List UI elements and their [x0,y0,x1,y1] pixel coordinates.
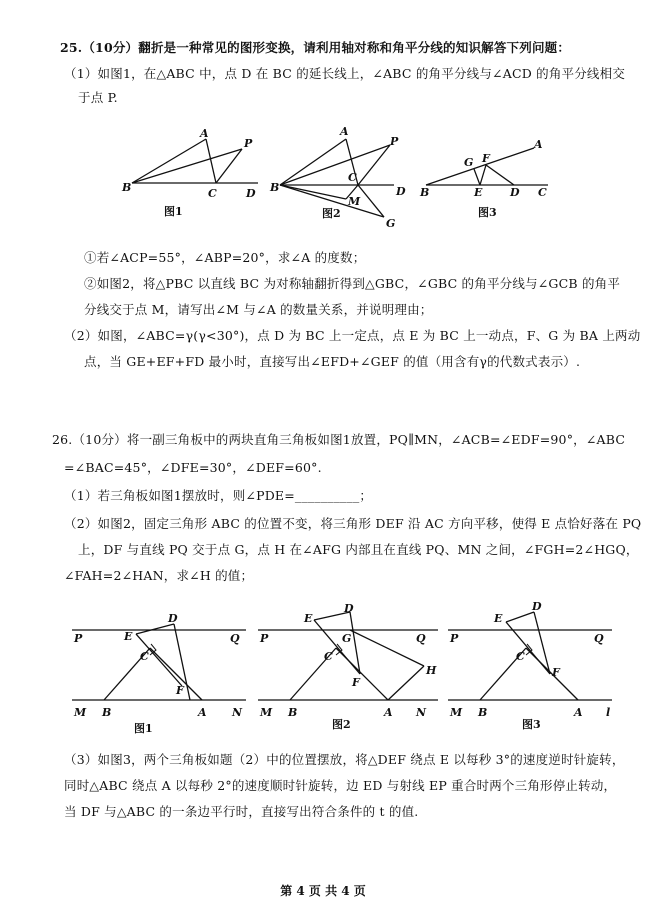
q25-title: 25.（10分）翻折是一种常见的图形变换，请利用轴对称和角平分线的知识解答下列问题： [60,40,571,55]
q25-part2-line2: 点，当 GE+EF+FD 最小时，直接写出∠EFD+∠GEF 的值（用含有γ的代数式表示）. [84,354,581,369]
label-D: D [246,187,256,200]
label-A: A [200,127,209,140]
label-E: E [304,612,313,625]
label-B: B [288,706,298,719]
q26-part3-line1: （3）如图3，两个三角板如题（2）中的位置摆放，将△DEF 绕点 E 以每秒 3°的速度逆时针旋转， [64,752,625,767]
label-P: P [390,135,399,148]
q26-part2-line3: ∠FAH=2∠HAN，求∠H 的值； [64,568,254,583]
label-A: A [574,706,583,719]
label-C: C [208,187,217,200]
label-M: M [348,195,361,208]
q25-part1-line1: （1）如图1，在△ABC 中，点 D 在 BC 的延长线上，∠ABC 的角平分线与∠ACD 的角平分线相交 [64,66,626,81]
q25-sub1: ①若∠ACP=55°，∠ABP=20°，求∠A 的度数； [84,250,366,265]
label-B: B [478,706,488,719]
label-C: C [348,171,357,184]
label-A: A [340,125,349,138]
q25-sub2-line1: ②如图2，将△PBC 以直线 BC 为对称轴翻折得到△GBC，∠GBC 的角平分线与∠GCB 的角平 [84,276,621,291]
q25-figure-3 [418,130,558,220]
figure-caption: 图3 [478,206,497,219]
figure-caption: 图2 [332,718,351,731]
label-M: M [450,706,463,719]
q25-sub2-line2: 分线交于点 M，请写出∠M 与∠A 的数量关系，并说明理由； [84,302,433,317]
label-B: B [420,186,430,199]
label-D: D [168,612,178,625]
q26-part1: （1）若三角板如图1摆放时，则∠PDE=__________； [64,488,373,503]
q26-figure-2 [256,600,442,730]
label-F: F [352,676,360,689]
label-F: F [552,666,560,679]
label-M: M [260,706,273,719]
label-M: M [74,706,87,719]
label-A: A [384,706,393,719]
figure-caption: 图1 [134,722,153,735]
label-C: C [516,650,525,663]
label-B: B [102,706,112,719]
label-P: P [74,632,83,645]
q25-figure-1 [120,125,270,220]
label-N: N [416,706,427,719]
q26-figure-3 [446,600,616,730]
label-Q: Q [416,632,426,645]
label-C: C [324,650,333,663]
figure-caption: 图3 [522,718,541,731]
label-C: C [140,650,149,663]
q26-figure-1 [70,606,250,736]
label-H: H [426,664,437,677]
page-footer: 第 4 页 共 4 页 [280,884,366,898]
label-A: A [198,706,207,719]
q26-title-line1: 26.（10分）将一副三角板中的两块直角三角板如图1放置，PQ∥MN，∠ACB=∠EDF=90°，∠ABC [52,432,626,447]
figure-caption: 图2 [322,207,341,220]
label-N: N [232,706,243,719]
label-P: P [450,632,459,645]
label-D: D [532,600,542,613]
label-G: G [342,632,352,645]
label-G: G [464,156,474,169]
label-D: D [344,602,354,615]
q26-part2-line2: 上，DF 与直线 PQ 交于点 G，点 H 在∠AFG 内部且在直线 PQ、MN 之间，∠FGH=2∠HGQ， [78,542,639,557]
label-A: A [534,138,543,151]
label-C: C [538,186,547,199]
figure-caption: 图1 [164,205,183,218]
label-D: D [396,185,406,198]
label-P: P [244,137,253,150]
label-E: E [494,612,503,625]
label-F: F [176,684,184,697]
label-B: B [122,181,132,194]
q26-part2-line1: （2）如图2，固定三角形 ABC 的位置不变，将三角形 DEF 沿 AC 方向平移，使得 E 点恰好落在 PQ [64,516,642,531]
label-Q: Q [594,632,604,645]
label-P: P [260,632,269,645]
q25-figure-2 [268,125,418,230]
label-Q: Q [230,632,240,645]
label-B: B [270,181,280,194]
label-G: G [386,217,396,230]
q25-part1-line2: 于点 P. [78,90,118,105]
q26-part3-line3: 当 DF 与△ABC 的一条边平行时，直接写出符合条件的 t 的值. [64,804,419,819]
label-F: F [482,152,490,165]
label-E: E [474,186,483,199]
q26-title-line2: =∠BAC=45°，∠DFE=30°，∠DEF=60°. [64,460,322,475]
label-D: D [510,186,520,199]
label-l: l [606,706,611,719]
q25-part2-line1: （2）如图，∠ABC=γ(γ<30°)，点 D 为 BC 上一定点，点 E 为 BC 上一动点，F、G 为 BA 上两动 [64,328,641,343]
label-E: E [124,630,133,643]
q26-part3-line2: 同时△ABC 绕点 A 以每秒 2°的速度顺时针旋转，边 ED 与射线 EP 重合时两个三角形停止转动， [64,778,617,793]
